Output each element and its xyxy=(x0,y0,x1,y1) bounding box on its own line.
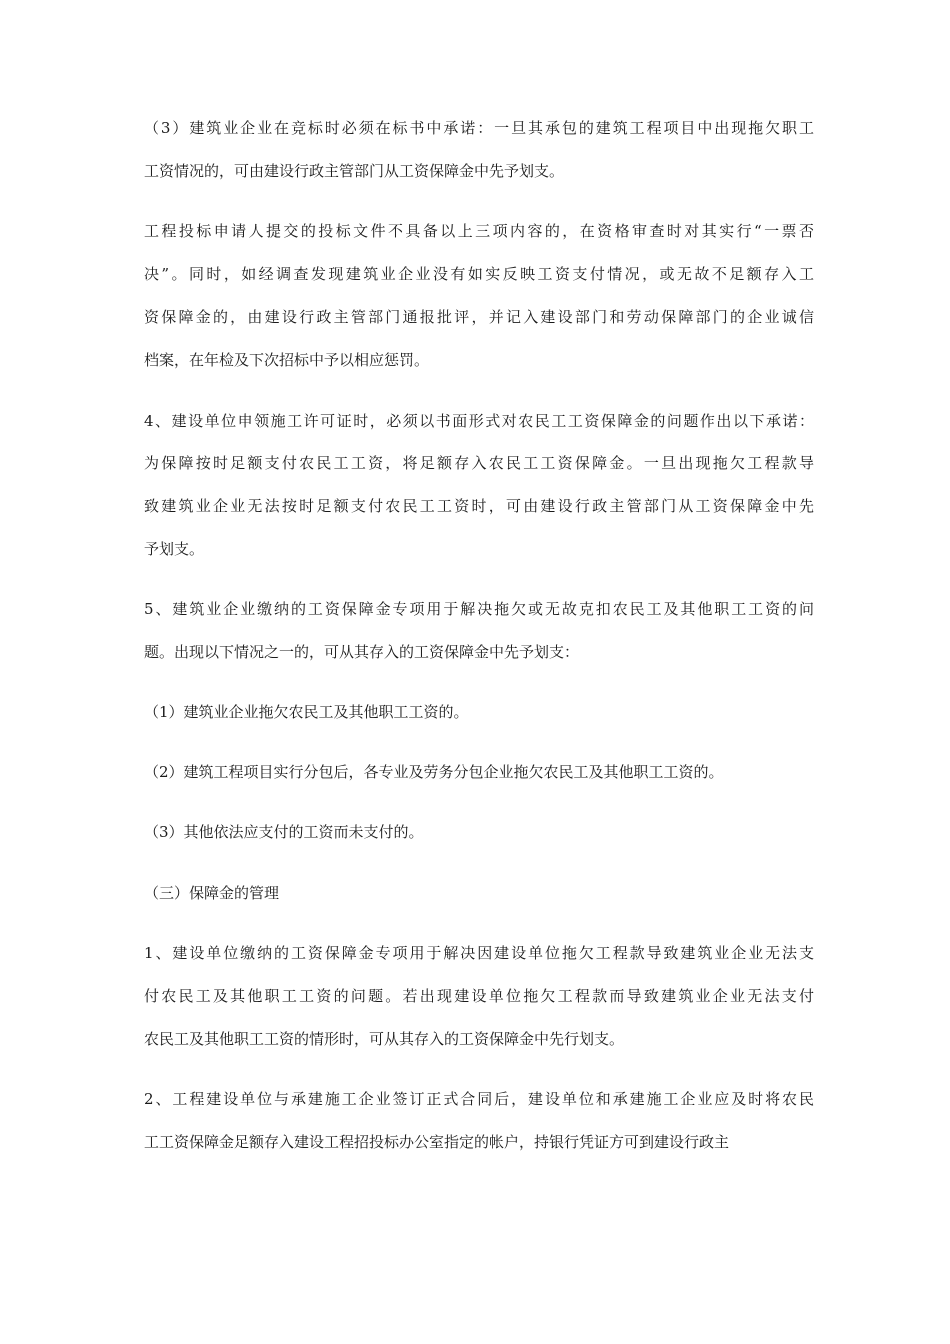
text-line: 付农民工及其他职工工资的问题。若出现建设单位拖欠工程款而导致建筑业企业无法支付 xyxy=(144,987,817,1005)
text-line: 题。出现以下情况之一的，可从其存入的工资保障金中先予划支： xyxy=(144,643,580,661)
text-line: （三）保障金的管理 xyxy=(144,884,280,902)
text-line: 工资情况的，可由建设行政主管部门从工资保障金中先予划支。 xyxy=(144,162,565,180)
text-line: 农民工及其他职工工资的情形时，可从其存入的工资保障金中先行划支。 xyxy=(144,1030,625,1048)
text-line: 致建筑业企业无法按时足额支付农民工工资时，可由建设行政主管部门从工资保障金中先 xyxy=(144,497,817,515)
text-line: 5、建筑业企业缴纳的工资保障金专项用于解决拖欠或无故克扣农民工及其他职工工资的问 xyxy=(144,600,816,618)
text-line: 2、工程建设单位与承建施工企业签订正式合同后，建设单位和承建施工企业应及时将农民 xyxy=(144,1090,816,1108)
text-line: 1、建设单位缴纳的工资保障金专项用于解决因建设单位拖欠工程款导致建筑业企业无法支 xyxy=(144,944,816,962)
text-line: 资保障金的，由建设行政主管部门通报批评，并记入建设部门和劳动保障部门的企业诚信 xyxy=(144,308,817,326)
text-line: 4、建设单位申领施工许可证时，必须以书面形式对农民工工资保障金的问题作出以下承诺： xyxy=(144,412,816,430)
text-line: 工工资保障金足额存入建设工程招投标办公室指定的帐户，持银行凭证方可到建设行政主 xyxy=(144,1133,730,1151)
text-line: 为保障按时足额支付农民工工资，将足额存入农民工工资保障金。一旦出现拖欠工程款导 xyxy=(144,454,817,472)
text-line: （3）其他依法应支付的工资而未支付的。 xyxy=(144,823,424,841)
text-line: 予划支。 xyxy=(144,540,205,558)
text-line: 工程投标申请人提交的投标文件不具备以上三项内容的，在资格审查时对其实行“一票否 xyxy=(144,222,817,240)
text-line: 档案，在年检及下次招标中予以相应惩罚。 xyxy=(144,351,430,369)
text-line: （1）建筑业企业拖欠农民工及其他职工工资的。 xyxy=(144,703,469,721)
text-line: （3）建筑业企业在竞标时必须在标书中承诺：一旦其承包的建筑工程项目中出现拖欠职工 xyxy=(144,119,816,137)
text-line: （2）建筑工程项目实行分包后，各专业及劳务分包企业拖欠农民工及其他职工工资的。 xyxy=(144,763,724,781)
text-line: 决”。同时，如经调查发现建筑业企业没有如实反映工资支付情况，或无故不足额存入工 xyxy=(144,265,817,283)
